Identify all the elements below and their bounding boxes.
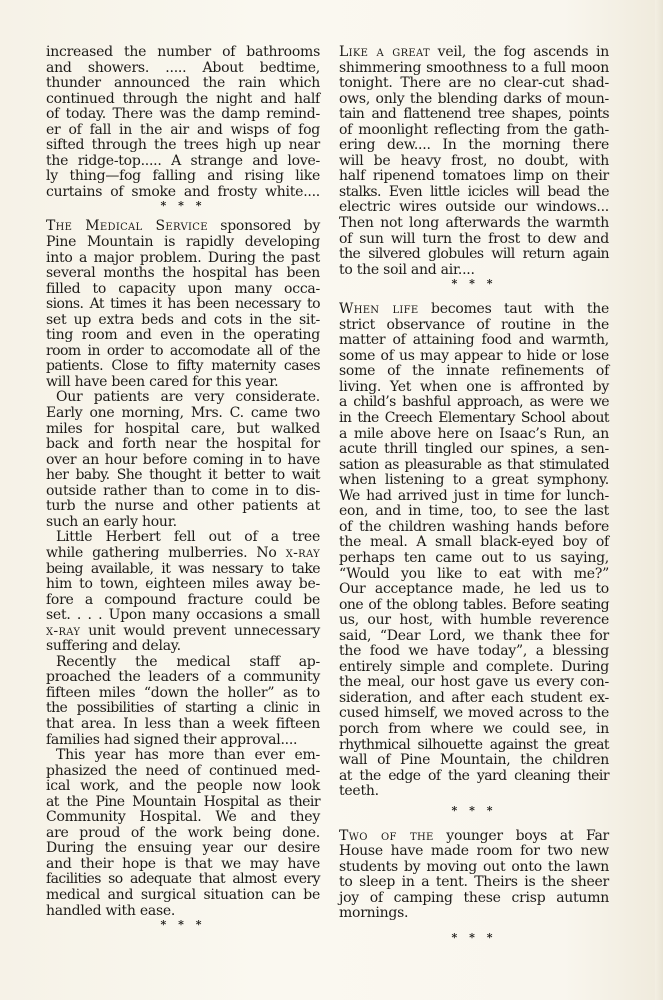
text-line: rhythmical silhouette against the great: [339, 736, 609, 753]
text-line: ows, only the blending darks of moun-: [339, 90, 609, 107]
section-separator: * * *: [160, 199, 206, 213]
line-text: becomes taut with the: [418, 301, 609, 318]
text-line: Little Herbert fell out of a tree: [56, 529, 320, 546]
text-line: will have been cared for this year.: [46, 373, 279, 390]
text-line: facilities so adequate that almost every: [46, 871, 320, 888]
line-text: unit would prevent unnecessary: [80, 622, 320, 639]
text-line: increased the number of bathrooms: [46, 44, 320, 60]
text-line: living. Yet when one is affronted by: [339, 378, 609, 395]
text-line: the ridge-top..... A strange and love-: [46, 152, 320, 169]
text-line: fore a compound fracture could be: [46, 591, 320, 608]
x-ray-small-caps: x-ray: [46, 622, 81, 639]
text-line: Early one morning, Mrs. C. came two: [46, 405, 320, 422]
text-line: shimmering smoothness to a full moon: [339, 59, 609, 76]
text-line: to sleep in a tent. Theirs is the sheer: [339, 874, 609, 891]
text-line: curtains of smoke and frosty white....: [46, 183, 320, 200]
text-line: at the Pine Mountain Hospital as their: [46, 793, 320, 810]
section-separator: * * *: [451, 803, 497, 817]
line-text: veil, the fog ascends in: [429, 44, 609, 60]
text-line: said, “Dear Lord, we thank thee for: [339, 627, 609, 644]
text-line: cused himself, we moved across to the: [339, 705, 609, 722]
text-line: the meal. A small black-eyed boy of: [339, 534, 609, 551]
text-line: such an early hour.: [46, 513, 177, 530]
section-separator: * * *: [160, 918, 206, 932]
community-hospital-paragraph: [46, 748, 320, 919]
text-line: wall of Pine Mountain, the children: [339, 752, 609, 769]
text-line: This year has more than ever em-: [56, 747, 320, 764]
text-line: [339, 45, 609, 61]
text-line: and their hope is that we may have: [46, 855, 320, 872]
school-luncheon-paragraph: [339, 302, 609, 800]
text-line: the food we have today”, a blessing: [339, 643, 609, 660]
x-ray-small-caps: x-ray: [285, 544, 320, 561]
text-line: “Would you like to eat with me?”: [339, 565, 609, 582]
text-line: Pine Mountain is rapidly developing: [46, 234, 320, 251]
text-line: at the edge of the yard cleaning their: [339, 767, 609, 784]
text-line: [339, 302, 609, 318]
text-line: will be heavy frost, no doubt, with: [339, 152, 609, 169]
text-line: set up extra beds and cots in the sit-: [46, 311, 320, 328]
considerate-patients-paragraph: [46, 390, 320, 530]
line-text: younger boys at Far: [433, 827, 610, 844]
text-line: proached the leaders of a community: [46, 669, 320, 686]
text-line: being available, it was nessary to take: [46, 560, 320, 577]
text-line: some of us may appear to hide or lose: [339, 347, 609, 364]
lead-in-small-caps: When life: [339, 301, 419, 318]
text-line: Community Hospital. We and they: [46, 809, 320, 826]
text-line: of today. There was the damp remind-: [46, 106, 320, 123]
text-line: him to town, eighteen miles away be-: [46, 576, 320, 593]
text-line: eon, and in time, too, to see the last: [339, 503, 609, 520]
text-line: matter of attaining food and warmth,: [339, 332, 609, 349]
text-line: ly thing—fog falling and rising like: [46, 168, 320, 185]
text-line: some of the innate refinements of: [339, 363, 609, 380]
text-line: the possibilities of starting a clinic in: [46, 700, 320, 717]
text-line: half ripenend tomatoes limp on their: [339, 168, 609, 185]
text-line: back and forth near the hospital for: [46, 436, 320, 453]
text-line: a mile above here on Isaac’s Run, an: [339, 425, 609, 442]
text-line: sions. At times it has been necessary to: [46, 296, 320, 313]
lead-in-small-caps: Two of the: [339, 827, 434, 844]
text-line: families had signed their approval....: [46, 731, 298, 748]
text-line: er of fall in the air and wisps of fog: [46, 121, 320, 138]
line-text: sponsored by: [207, 218, 320, 235]
text-line: tonight. There are no clear-cut shad-: [339, 75, 609, 92]
text-line: to the soil and air....: [339, 261, 475, 278]
text-line: several months the hospital has been: [46, 265, 320, 282]
text-line: of the children washing hands before: [339, 518, 609, 535]
text-line: sation as pleasurable as that stimulated: [339, 456, 609, 473]
text-line: filled to capacity upon many occa-: [46, 280, 320, 297]
text-line: teeth.: [339, 783, 379, 800]
text-line: phasized the need of continued med-: [46, 762, 320, 779]
clinic-paragraph: [46, 655, 320, 748]
medical-service-paragraph: [46, 219, 320, 390]
text-line: House have made room for two new: [339, 843, 609, 860]
text-line: joy of camping these crisp autumn: [339, 889, 609, 906]
text-line: We had arrived just in time for lunch-: [339, 487, 609, 504]
text-line: porch from where we could see, in: [339, 720, 609, 737]
text-line: miles for hospital care, but walked: [46, 420, 320, 437]
little-herbert-paragraph: [46, 530, 320, 654]
left-column: [46, 45, 320, 933]
far-house-tent-paragraph: [339, 829, 609, 922]
line-text: while gathering mulberries. No: [46, 544, 286, 561]
text-line: Then not long afterwards the warmth: [339, 215, 609, 232]
text-line: [46, 624, 320, 640]
text-line: room in order to accomodate all of the: [46, 342, 320, 359]
text-line: handled with ease.: [46, 902, 176, 919]
text-line: of moonlight reflecting from the gath-: [339, 121, 609, 138]
text-line: medical and surgical situation can be: [46, 886, 320, 903]
text-line: ting room and even in the operating: [46, 327, 320, 344]
text-line: sifted through the trees high up near: [46, 137, 320, 154]
text-line: in the Creech Elementary School about: [339, 410, 609, 427]
text-line: patients. Close to fifty maternity cases: [46, 358, 320, 375]
text-line: of sun will turn the frost to dew and: [339, 230, 609, 247]
text-line: [339, 829, 609, 845]
text-line: her baby. She thought it better to wait: [46, 467, 320, 484]
text-line: the meal, our host gave us every con-: [339, 674, 609, 691]
right-column: [339, 45, 609, 946]
section-separator: * * *: [451, 277, 497, 291]
text-line: the silvered globules will return again: [339, 246, 609, 263]
text-line: stalks. Even little icicles will bead the: [339, 183, 609, 200]
fog-veil-paragraph: [339, 45, 609, 278]
text-line: ical work, and the people now look: [46, 778, 320, 795]
lead-in-small-caps: Like a great: [339, 44, 430, 60]
text-line: mornings.: [339, 905, 409, 922]
text-line: continued through the night and half: [46, 90, 320, 107]
page-edge-shadow: [655, 0, 663, 1000]
text-line: when listening to a great symphony.: [339, 472, 609, 489]
text-line: strict observance of routine in the: [339, 316, 609, 333]
text-line: that area. In less than a week fifteen: [46, 715, 320, 732]
lead-in-small-caps: The Medical Service: [46, 218, 208, 235]
text-line: [46, 219, 320, 235]
text-line: us, our host, with humble reverence: [339, 612, 609, 629]
text-line: fifteen miles “down the holler” as to: [46, 684, 320, 701]
text-line: outside rather than to come in to dis-: [46, 482, 320, 499]
text-line: into a major problem. During the past: [46, 249, 320, 266]
text-line: tain and flattenend tree shapes, points: [339, 106, 609, 123]
text-line: set. . . . Upon many occasions a small: [46, 607, 320, 624]
text-line: over an hour before coming in to have: [46, 451, 320, 468]
bathrooms-rain-paragraph: [46, 45, 320, 200]
text-line: Recently the medical staff ap-: [56, 653, 320, 670]
text-line: perhaps ten came out to us saying,: [339, 549, 609, 566]
text-line: [46, 546, 320, 562]
text-line: one of the oblong tables. Before seating: [339, 596, 609, 613]
text-line: Our patients are very considerate.: [56, 389, 320, 406]
text-line: thunder announced the rain which: [46, 75, 320, 92]
text-line: students by moving out onto the lawn: [339, 858, 609, 875]
text-line: turb the nurse and other patients at: [46, 498, 320, 515]
text-line: electric wires outside our windows...: [339, 199, 609, 216]
text-line: are proud of the work being done.: [46, 824, 320, 841]
text-line: ering dew.... In the morning there: [339, 137, 609, 154]
text-line: Our acceptance made, he led us to: [339, 581, 609, 598]
text-line: suffering and delay.: [46, 638, 181, 655]
section-separator: * * *: [451, 930, 497, 944]
text-line: a child’s bashful approach, as were we: [339, 394, 609, 411]
text-line: and showers. ..... About bedtime,: [46, 59, 320, 76]
text-line: entirely simple and complete. During: [339, 658, 609, 675]
text-line: sideration, and after each student ex-: [339, 689, 609, 706]
text-line: During the ensuing year our desire: [46, 840, 320, 857]
text-line: acute thrill tingled our spines, a sen-: [339, 441, 609, 458]
